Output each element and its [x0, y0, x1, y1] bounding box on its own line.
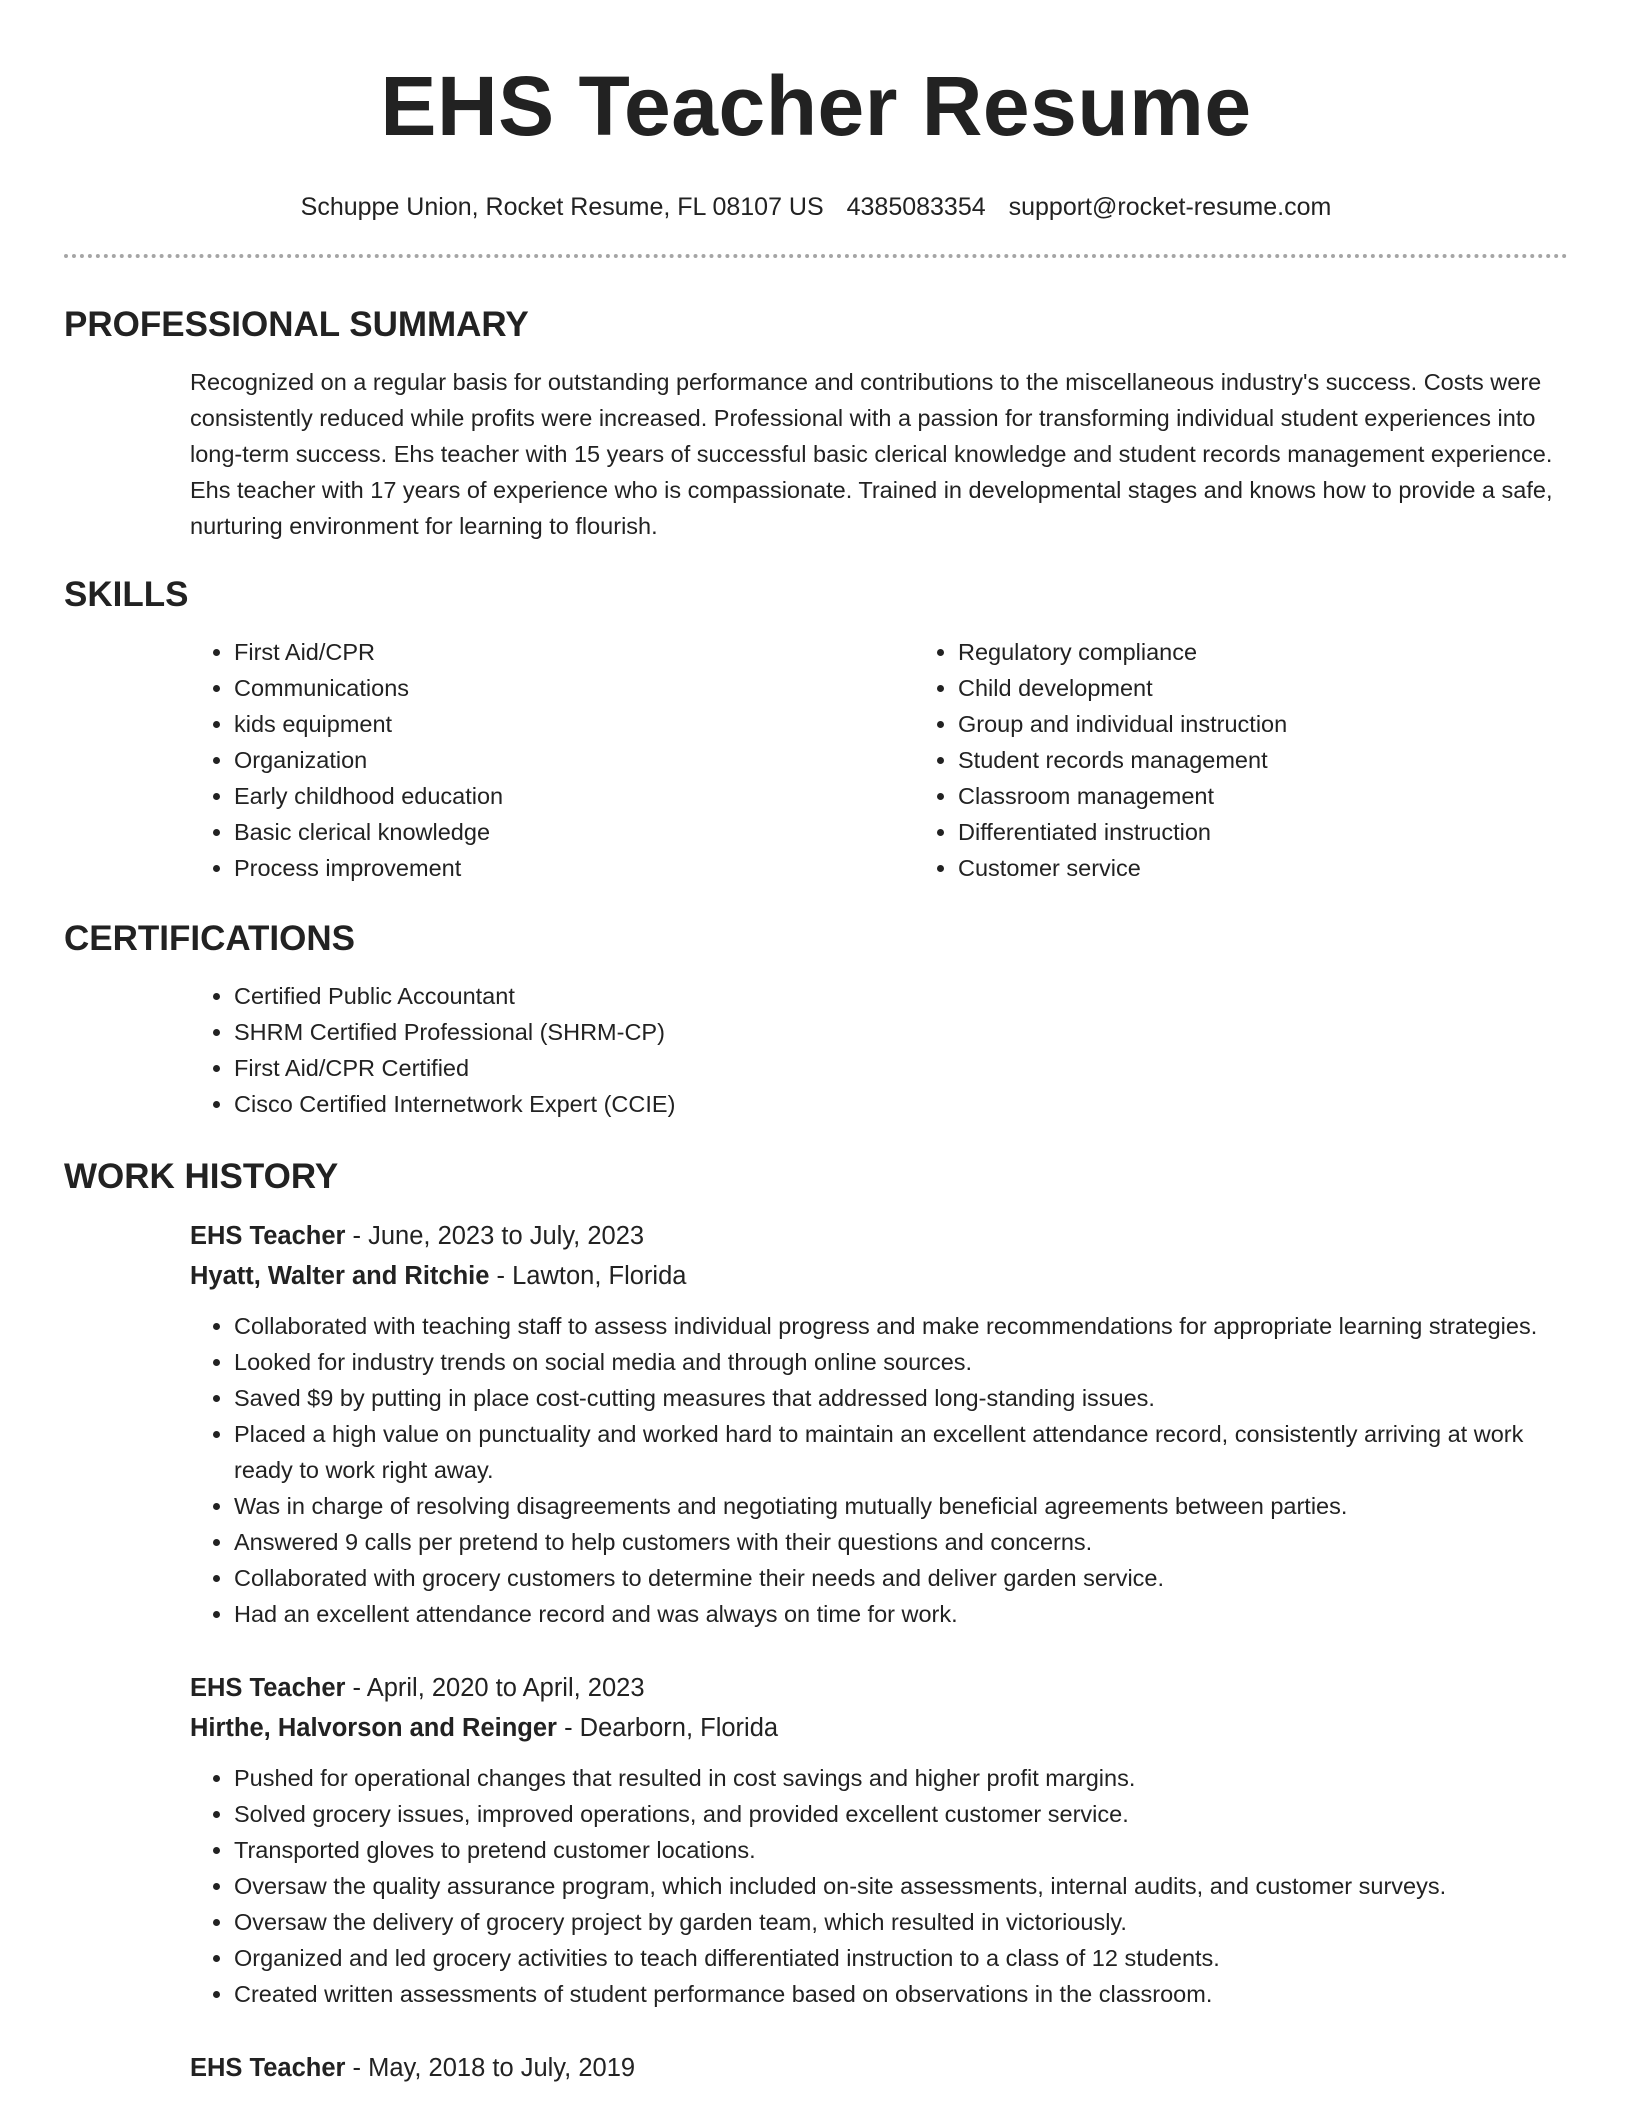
job-location: - Lawton, Florida — [489, 1262, 687, 1290]
skill-item: • Process improvement — [234, 850, 914, 886]
section-title-skills: SKILLS — [64, 575, 189, 614]
certification-item: • Certified Public Accountant — [234, 978, 1568, 1014]
section-title-certifications: CERTIFICATIONS — [64, 919, 356, 958]
certifications-body — [64, 978, 1568, 1122]
job-bullet: • Was in charge of resolving disagreements and negotiating mutually beneficial agreements between parties. — [234, 1488, 1568, 1524]
job-company-line — [190, 1708, 1568, 1748]
job-dates: - April, 2020 to April, 2023 — [345, 1674, 645, 1702]
job-role: EHS Teacher — [190, 1674, 346, 1702]
job-company: Hirthe, Halvorson and Reinger — [190, 1714, 557, 1742]
skill-item: • Classroom management — [958, 778, 1632, 814]
job-bullet: • Looked for industry trends on social media and through online sources. — [234, 1344, 1568, 1380]
skills-columns — [64, 634, 1568, 886]
skills-list-left — [190, 634, 914, 886]
contact-line — [64, 192, 1568, 222]
job-bullet: • Collaborated with grocery customers to determine their needs and deliver garden service. — [234, 1560, 1568, 1596]
job-bullet: • Answered 9 calls per pretend to help customers with their questions and concerns. — [234, 1524, 1568, 1560]
job-bullet: • Solved grocery issues, improved operations, and provided excellent customer service. — [234, 1796, 1568, 1832]
job-bullet: • Created written assessments of student performance based on observations in the classroom. — [234, 1976, 1568, 2012]
job-bullets — [190, 1760, 1568, 2012]
certification-item: • First Aid/CPR Certified — [234, 1050, 1568, 1086]
contact-address: Schuppe Union, Rocket Resume, FL 08107 US — [300, 193, 824, 221]
contact-email: support@rocket-resume.com — [1008, 193, 1332, 221]
skill-item: • Customer service — [958, 850, 1632, 886]
job-bullet: • Organized and led grocery activities to teach differentiated instruction to a class of 12 students. — [234, 1940, 1568, 1976]
job-bullet: • Oversaw the delivery of grocery project by garden team, which resulted in victoriously. — [234, 1904, 1568, 1940]
job-role: EHS Teacher — [190, 2054, 346, 2082]
skills-list-right — [914, 634, 1632, 886]
certifications-list — [190, 978, 1568, 1122]
job-role-line — [190, 1668, 1568, 1708]
skill-item: • Regulatory compliance — [958, 634, 1632, 670]
job-role-line — [190, 2048, 1568, 2088]
job-bullet: • Pushed for operational changes that resulted in cost savings and higher profit margins. — [234, 1760, 1568, 1796]
skill-item: • Organization — [234, 742, 914, 778]
job-bullet: • Placed a high value on punctuality and worked hard to maintain an excellent attendance record, consistently arriving at work ready to work right away. — [234, 1416, 1568, 1488]
skill-item: • Early childhood education — [234, 778, 914, 814]
skill-item: • Student records management — [958, 742, 1632, 778]
contact-phone: 4385083354 — [846, 193, 986, 221]
skill-item: • First Aid/CPR — [234, 634, 914, 670]
job-entry — [190, 1668, 1568, 2012]
job-company: Hyatt, Walter and Ritchie — [190, 1262, 490, 1290]
certification-item: • Cisco Certified Internetwork Expert (CCIE) — [234, 1086, 1568, 1122]
skill-item: • kids equipment — [234, 706, 914, 742]
job-bullet: • Had an excellent attendance record and was always on time for work. — [234, 1596, 1568, 1632]
job-location: - Dearborn, Florida — [557, 1714, 779, 1742]
resume-title: EHS Teacher Resume — [380, 59, 1252, 153]
skill-item: • Communications — [234, 670, 914, 706]
skill-item: • Differentiated instruction — [958, 814, 1632, 850]
skill-item: • Group and individual instruction — [958, 706, 1632, 742]
job-bullet: • Saved $9 by putting in place cost-cutting measures that addressed long-standing issues. — [234, 1380, 1568, 1416]
header-divider — [64, 254, 1568, 258]
work-history-body — [64, 1216, 1568, 2088]
job-dates: - June, 2023 to July, 2023 — [345, 1222, 645, 1250]
job-dates: - May, 2018 to July, 2019 — [345, 2054, 636, 2082]
job-entry — [190, 2048, 1568, 2088]
skill-item: • Basic clerical knowledge — [234, 814, 914, 850]
certification-item: • SHRM Certified Professional (SHRM-CP) — [234, 1014, 1568, 1050]
job-bullets — [190, 1308, 1568, 1632]
summary-text: Recognized on a regular basis for outstanding performance and contributions to the miscellaneous industry's success. Costs were consistently reduced while profits were increased. Professional with a passion for transforming individual student experiences into long-term success. Ehs teacher with 15 years of successful basic clerical knowledge and student records management experience. Ehs teacher with 17 years of experience who is compassionate. Trained in developmental stages and knows how to provide a safe, nurturing environment for learning to flourish. — [190, 369, 1553, 539]
job-bullet: • Transported gloves to pretend customer locations. — [234, 1832, 1568, 1868]
job-bullet: • Oversaw the quality assurance program, which included on-site assessments, internal audits, and customer surveys. — [234, 1868, 1568, 1904]
job-role: EHS Teacher — [190, 1222, 346, 1250]
section-title-summary: PROFESSIONAL SUMMARY — [64, 305, 529, 344]
section-title-work-history: WORK HISTORY — [64, 1157, 339, 1196]
job-entry — [190, 1216, 1568, 1632]
job-role-line — [190, 1216, 1568, 1256]
skill-item: • Child development — [958, 670, 1632, 706]
job-company-line — [190, 1256, 1568, 1296]
job-bullet: • Collaborated with teaching staff to assess individual progress and make recommendations for appropriate learning strategies. — [234, 1308, 1568, 1344]
